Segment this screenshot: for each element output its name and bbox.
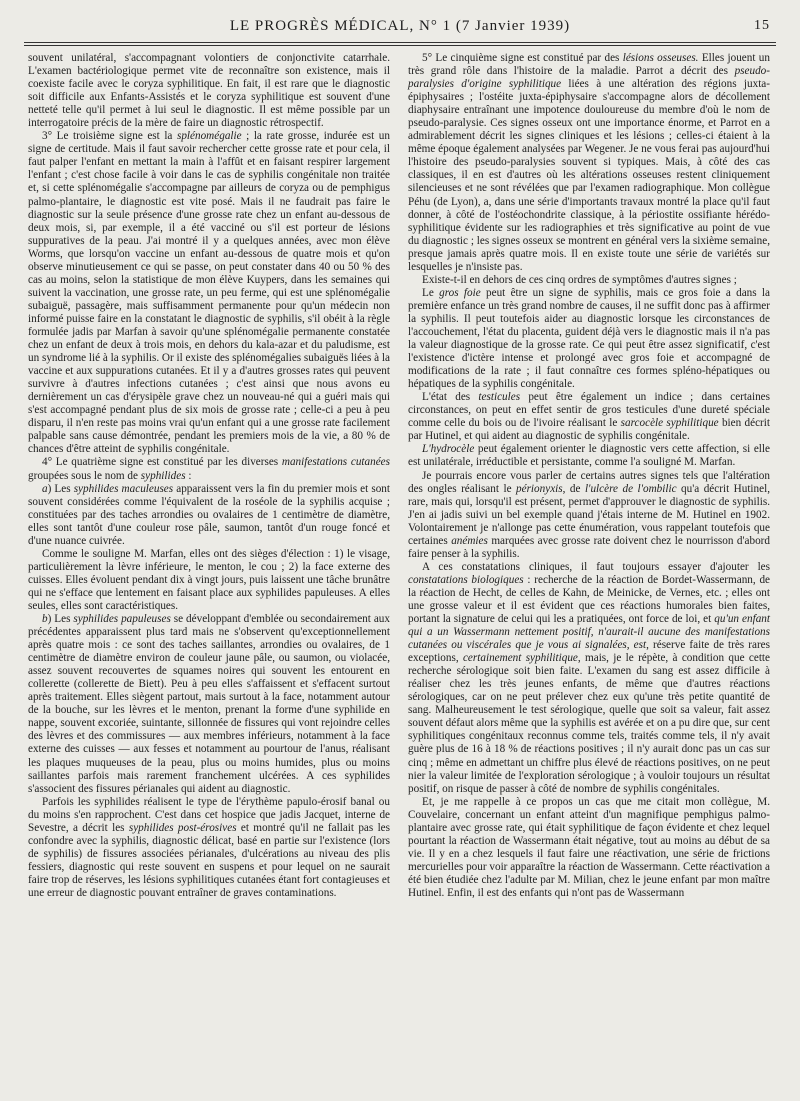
paragraph: Comme le souligne M. Marfan, elles ont des sièges d'élection : 1) le visage, particulièrement la lèvre inférieure, le menton, le cou ; 2) la face externe des cuisses. Elles évoluent pendant dix à vingt jours, puis laissent une tâche brunâtre qui ne s'efface que lentement en faisant place aux syphilides papuleuses. A elles seules, elles sont caractéristiques. [28, 547, 390, 612]
paragraph: A ces constatations cliniques, il faut toujours essayer d'ajouter les constatations biologiques : recherche de la réaction de Bordet-Wassermann, de la réaction de Hecht, de celles de Kahn, de Meinicke, de Vernes, etc. ; elles ont une grosse valeur et il est évident que ces réactions humorales bien faites, portant la signature de celui qui les a pratiquées, ont force de loi, et qu'un enfant qui a un Wassermann nettement positif, n'aurait-il aucune des manifestations cutanées ou viscérales que je vous ai signalées, est, réserve faite de très rares exceptions, certainement syphilitique, mais, je le répète, à condition que cette recherche sérologique soit bien faite. L'examen du sang est assez difficile à réaliser chez les très jeunes enfants, de même que d'autres réactions sérologiques, car on ne peut prélever chez eux qu'une très petite quantité de sang. Malheureusement le test sérologique, quelle que soit sa valeur, fait assez souvent défaut alors même que la syphilis est avérée et on a pu dire que, sur cent syphilitiques congénitaux reconnus comme tels, traités comme tels, il n'y avait guère plus de 16 à 18 % de réactions positives ; il n'y aurait donc pas un cas sur cinq ; même en admettant un chiffre plus élevé de réactions positives, on ne peut nier la valeur limitée de l'exploration sérologique ; à vouloir toujours un résultat positif, on risque de passer à côté de nombre de syphilis congénitales. [408, 560, 771, 795]
paragraph: L'hydrocèle peut également orienter le diagnostic vers cette affection, si elle est unilatérale, irréductible et persistante, comme l'a souligné M. Marfan. [408, 443, 770, 469]
paragraph: 3° Le troisième signe est la splénomégalie ; la rate grosse, indurée est un signe de certitude. Mais il faut savoir rechercher cette grosse rate et pour cela, il faut palper l'enfant en mettant la main à l'affût et en faisant respirer largement l'enfant ; c'est chose facile à voir dans le cas de syphilis congénitale non traitée et, si cette splénomégalie s'accompagne par ailleurs de coryza ou de pemphigus palmo-plantaire, le diagnostic est vite posé. Mais il ne faudrait pas faire le diagnostic sur la seule présence d'une grosse rate chez un enfant au-dessous de deux mois, si, par exemple, il a été vacciné ou s'il est porteur de lésions suppuratives de la peau. J'ai montré il y a quelques années, avec mon élève Worms, que lorsqu'on vaccine un enfant au-dessous de quatre mois et qu'on observe minutieusement ce qui se passe, on peut constater dans 40 ou 50 % des cas au moins, selon la statistique de mon élève Kuypers, dans les semaines qui suivent la vaccination, une grosse rate, un peu ferme, qui est une splénomégalie subaiguë, passagère, mais suffisamment permanente pour qu'un médecin non informé puisse faire en la constatant le diagnostic de syphilis, s'il obéit à la règle formulée jadis par Marfan à savoir qu'une splénomégalie permanente constatée chez un enfant de deux à trois mois, en dehors du kala-azar et du paludisme, est un syndrome lié à la syphilis. Or il existe des splénomégalies subaiguës liées à la vaccine et aux suppurations cutanées. Et il y a d'autres grosses rates qui peuvent survivre à d'autres infections cutanées ; c'est ainsi que nous avons eu dernièrement un cas d'érysipèle grave chez un nouveau-né qui a guéri mais qui s'est accompagné pendant plus de six mois de grosse rate ; celle-ci a peu à peu disparu, il n'en reste pas moins vrai qu'un enfant qui a une grosse rate facilement palpable sans cause démontrée, pendant les premiers mois de la vie, a 80 % de chances d'être atteint de syphilis congénitale. [28, 130, 390, 456]
header-rule [24, 42, 776, 43]
paragraph: Le gros foie peut être un signe de syphilis, mais ce gros foie a dans la première enfance un très grand nombre de causes, il ne suffit donc pas à affirmer la syphilis. Il peut toutefois aider au diagnostic lorsque les circonstances de l'accouchement, l'état du placenta, guident déjà vers le diagnostic mais il n'a pas la valeur diagnostique de la grosse rate. Ce qui peut être assez significatif, c'est l'existence d'ictère intense et prolongé avec gros foie et accompagné de modifications de la rate ; il faut connaître ces formes spléno-hépatiques ou hépatiques de la syphilis congénitale. [408, 286, 771, 391]
paragraph: 5° Le cinquième signe est constitué par des lésions osseuses. Elles jouent un très grand rôle dans l'histoire de la maladie. Parrot a décrit des pseudo-paralysies d'origine syphilitique liées à une altération des régions juxta-épiphysaires ; l'ostéite juxta-épiphysaire s'accompagne alors de décollement diaphysaire entraînant une impotence douloureuse du membre d'où le nom de pseudo-paralysie. Ces signes osseux ont une importance énorme, et Parrot en a admirablement décrit les signes cliniques et les lésions ; celles-ci étaient à la même époque également analysées par Wegener. Je ne vous ferai pas aujourd'hui l'histoire des pseudo-paralysies souvent si typiques. Mais, à côté des cas classiques, il en est d'autres où les altérations osseuses restent cliniquement silencieuses et ne sont révélées que par l'examen radiographique. Mon collègue Péhu (de Lyon), a, dans une série d'importants travaux montré la place qu'il faut donner, à côté de l'ostéochondrite classique, à la périostite ossifiante hérédo-syphilitique évidente sur les radiographies et très significative au point de vue du diagnostic ; les signes osseux se montrent en général vers la sixième semaine, presque jamais après quatre mois. Il en existe toute une série de variétés sur lesquelles je n'insiste pas. [408, 52, 770, 273]
page-number: 15 [754, 18, 770, 33]
right-column [408, 52, 770, 900]
paragraph: a) Les syphilides maculeuses apparaissent vers la fin du premier mois et sont souvent considérées comme l'équivalent de la roséole de la syphilis acquise ; constituées par des taches arrondies ou ovalaires de 1 centimètre de diamètre, elles sont tantôt d'une couleur rose pâle, saumon, tantôt d'un rouge foncé et d'une nuance cuivrée. [28, 482, 391, 547]
left-column [28, 52, 390, 900]
paragraph: Je pourrais encore vous parler de certains autres signes tels que l'altération des ongles réalisant le périonyxis, de l'ulcère de l'ombilic qu'a décrit Hutinel, rare, mais qui, lorsqu'il est présent, permet d'approuver le diagnostic de syphilis. J'en ai jadis suivi un bel exemple quand j'étais interne de M. Hutinel en 1902. Volontairement je n'allonge pas cette énumération, vous rappelant toutefois que certaines anémies marquées avec grosse rate doivent chez le nourrisson d'abord faire penser à la syphilis. [408, 469, 771, 560]
running-header [30, 18, 770, 40]
journal-title: LE PROGRÈS MÉDICAL, N° 1 (7 Janvier 1939) [229, 18, 571, 34]
paragraph: Parfois les syphilides réalisent le type de l'érythème papulo-érosif banal ou du moins s'en rapprochent. C'est dans cet hospice que jadis Jacquet, interne de Sevestre, a décrit les syphilides post-érosives et montré qu'il ne fallait pas les confondre avec la syphilis, diagnostic délicat, basé en partie sur l'existence (lors de syphilis) de fissures associées périanales, d'ulcérations au niveau des plis fessiers, diagnostic qui reste souvent en suspens et pour lequel on ne saurait faire trop de réserves, les lésions syphilitiques cutanées étant fort contagieuses et une erreur de diagnostic pouvant entraîner de graves contaminations. [28, 795, 391, 899]
paragraph: Existe-t-il en dehors de ces cinq ordres de symptômes d'autres signes ; [422, 273, 737, 286]
paragraph: souvent unilatéral, s'accompagnant volontiers de conjonctivite catarrhale. L'examen bactériologique permet vite de reconnaître son existence, mais il coexiste facile avec le coryza syphilitique. En fait, il est rare que le diagnostic soit difficile aux Enfants-Assistés et le coryza syphilitique est souvent d'une netteté telle qu'il permet à lui seul le diagnostic. Il est même possible par un interrogatoire précis de la mère de faire un diagnostic rétrospectif. [28, 52, 390, 130]
paragraph: b) Les syphilides papuleuses se développant d'emblée ou secondairement aux précédentes apparaissent plus tard mais ne s'observent qu'exceptionnellement après quatre mois : ce sont des taches saillantes, arrondies ou ovalaires, de 1 centimètre de diamètre environ de couleur jaune pâle, ou saumon, ou violacée, assez souvent recouvertes de squames noires qui souvent les entourent en collerette (collerette de Biett). Peu à peu elles s'affaissent et s'effacent surtout après traitement. Elles siègent partout, mais surtout à la face, notamment autour de la bouche, sur les lèvres et le menton, prenant la forme d'une syphilide en nappe, souvent excoriée, suintante, sillonnée de fissures qui vont rejoindre celles des lèvres et des commissures — aux membres inférieurs, notamment à la face externe des cuisses — aux fesses et notamment au pourtour de l'anus, réalisant les plaques muqueuses de la peau, plus ou moins humides, plus ou moins saillantes parfois mais rarement franchement ulcérées. A ces syphilides s'associent des fissures périanales qui aident au diagnostic. [28, 613, 390, 795]
header-rule-thin [24, 45, 776, 46]
paragraph: L'état des testicules peut être également un indice ; dans certaines circonstances, on peut en effet sentir de gros testicules d'une dureté spéciale comme celle du bois ou de l'ivoire réalisant le sarcocèle syphilitique bien décrit par Hutinel, et qui aident au diagnostic de syphilis congénitale. [408, 391, 770, 443]
paragraph: 4° Le quatrième signe est constitué par les diverses manifestations cutanées groupées sous le nom de syphilides : [28, 456, 390, 482]
paragraph: Et, je me rappelle à ce propos un cas que me citait mon collègue, M. Couvelaire, concernant un enfant atteint d'un magnifique pemphigus palmo-plantaire avec grosse rate, qui était syphilitique de façon évidente et chez lequel pourtant la réaction de Wassermann était négative, tout au moins au début de sa vie. Il y en a chez lesquels il faut faire une réactivation, une série de frictions mercurielles pour voir apparaître la réaction de Wassermann. Cette réactivation a été bien étudiée chez l'adulte par M. Milian, chez le jeune enfant par mon maître Hutinel. Enfin, il est des enfants qui n'ont pas de Wassermann [408, 795, 771, 899]
